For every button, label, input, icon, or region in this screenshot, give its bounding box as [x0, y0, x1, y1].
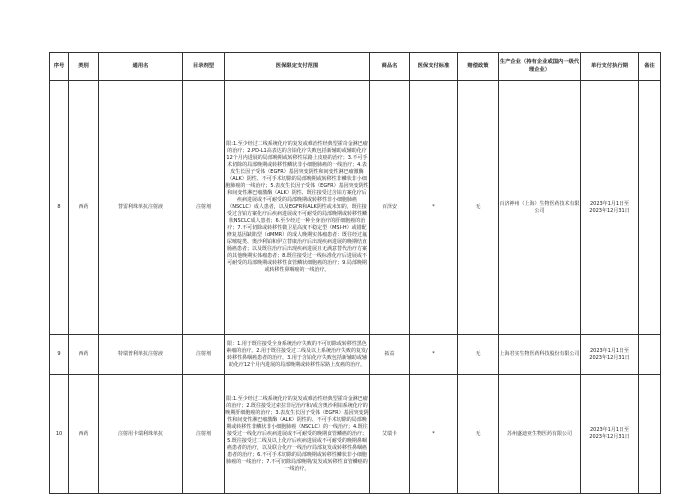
table-row: [50, 375, 661, 494]
header-scope: 医保限定支付范围: [225, 53, 370, 81]
cell-form: 注射剂: [183, 375, 225, 494]
cell-no: 9: [50, 335, 69, 375]
header-note: 备注: [639, 53, 661, 81]
cell-period: [581, 335, 639, 375]
cell-compensation: 无: [458, 81, 499, 335]
cell-maker: 苏州盛迪亚生物医药有限公司: [499, 375, 581, 494]
header-maker: 生产企业（持有企业或国内一级代理企业）: [499, 53, 581, 81]
drug-reimbursement-table: [49, 52, 661, 494]
header-period: 单行支付执行期: [581, 53, 639, 81]
period-start: 2023年1月1日至: [589, 427, 630, 433]
table-row: [50, 81, 661, 335]
cell-period: [581, 81, 639, 335]
period-end: 2023年12月31日: [589, 207, 630, 214]
header-form: 目录剂型: [183, 53, 225, 81]
period-start: 2023年1月1日至: [589, 347, 630, 354]
header-no: 序号: [50, 53, 69, 81]
cell-standard: *: [410, 335, 458, 375]
cell-scope: 限：1.用于既往接受全身系统治疗失败的不可切除或转移性黑色素瘤的治疗。2.用于既往接受过二线及以上系统治疗失败的复发/转移性鼻咽癌患者的治疗。3.用于含铂化疗失败包括新辅助或辅助化疗12个月内进展的局部晚期或转移性尿路上皮癌的治疗。: [225, 335, 370, 375]
cell-generic-name: 替雷利珠单抗注射液: [99, 81, 183, 335]
period-end: 2023年12月31日: [589, 354, 630, 361]
cell-standard: *: [410, 81, 458, 335]
cell-standard: *: [410, 375, 458, 494]
cell-scope: 限:1.至少经过二线系统化疗的复发或难治性经典型霍奇金淋巴瘤的治疗；2.既往接受过索拉非尼治疗和/或含奥沙利铂系统化疗的晚期肝细胞癌的治疗；3.表皮生长因子受体（EGFR）基因突变阴性和间变性淋巴瘤激酶（ALK）阴性的、不可手术切除的局部晚期或转移性非鳞状非小细胞肺癌（NSCLC）的一线治疗；4.既往接受过一线化疗后疾病进展或不可耐受的晚期食管鳞癌的治疗；5.既往接受过二线及以上化疗后疾病进展或不可耐受的晚期鼻咽癌患者的治疗，以及联合化疗一线治疗局部复发或转移性鼻咽癌患者的治疗；6.不可手术切除的局部晚期或转移性鳞状非小细胞肺癌的一线治疗；7.不可切除局部晚期/复发或转移性食管鳞癌的一线治疗。: [225, 375, 370, 494]
cell-period: [581, 375, 639, 494]
header-category: 类别: [69, 53, 99, 81]
cell-note: [639, 375, 661, 494]
header-compensation: 赔偿政策: [458, 53, 499, 81]
cell-note: [639, 81, 661, 335]
cell-maker: 百济神州（上海）生物医药技术有限公司: [499, 81, 581, 335]
cell-category: 西药: [69, 375, 99, 494]
cell-category: 西药: [69, 335, 99, 375]
cell-compensation: 无: [458, 375, 499, 494]
table-header-row: [50, 53, 661, 81]
header-brand: 商品名: [370, 53, 410, 81]
cell-maker: 上海君实生物医药科技股份有限公司: [499, 335, 581, 375]
cell-category: 西药: [69, 81, 99, 335]
cell-form: 注射剂: [183, 335, 225, 375]
cell-brand: 百泽安: [370, 81, 410, 335]
cell-scope: 限:1.至少经过二线系统化疗的复发或难治性经典型霍奇金淋巴瘤的治疗；2.PD-L1高表达的含铂化疗失败包括新辅助或辅助化疗12个月内进展的局部晚期或转移性尿路上皮癌的治疗；3.不可手术切除的局部晚期或转移性鳞状非小细胞肺癌的一线治疗；4.表皮生长因子受体（EGFR）基因突变阴性和间变性淋巴瘤激酶（ALK）阴性、不可手术切除的局部晚期或转移性非鳞状非小细胞肺癌的一线治疗；5.表皮生长因子受体（EGFR）基因突变阴性和间变性淋巴瘤激酶（ALK）阴性、既往接受过含铂方案化疗后疾病进展或不可耐受的局部晚期或转移性非小细胞肺癌（NSCLC）成人患者，以及EGFR和ALK阴性或未知的，既往接受过含铂方案化疗后疾病进展或不可耐受的局部晚期或转移性鳞状NSCLC成人患者；6.至少经过一种全身治疗的肝细胞癌的治疗；7.不可切除或转移性微卫星高度不稳定型（MSI-H）或错配修复基因缺陷型（dMMR）的成人晚期实体瘤患者：既往经过氟尿嘧啶类、奥沙利铂和伊立替康治疗后出现疾病进展的晚期结直肠癌患者；以及既往治疗后出现疾病进展且无满意替代治疗方案的其他晚期实体瘤患者；8.既往接受过一线标准化疗后进展或不可耐受的局部晚期或转移性食管鳞状细胞癌的治疗；9.局部晚期或转移性鼻咽癌的一线治疗。: [225, 81, 370, 335]
cell-generic-name: 注射用卡瑞利珠单抗: [99, 375, 183, 494]
cell-generic-name: 特瑞普利单抗注射液: [99, 335, 183, 375]
header-standard: 医保支付标准: [410, 53, 458, 81]
period-start: 2023年1月1日至: [589, 200, 630, 207]
cell-no: 8: [50, 81, 69, 335]
header-generic-name: 通用名: [99, 53, 183, 81]
cell-no: 10: [50, 375, 69, 494]
cell-brand: 拓益: [370, 335, 410, 375]
period-end: 2023年12月31日: [589, 434, 630, 440]
cell-note: [639, 335, 661, 375]
cell-form: 注射剂: [183, 81, 225, 335]
cell-brand: 艾瑞卡: [370, 375, 410, 494]
cell-compensation: 无: [458, 335, 499, 375]
table-row: [50, 335, 661, 375]
